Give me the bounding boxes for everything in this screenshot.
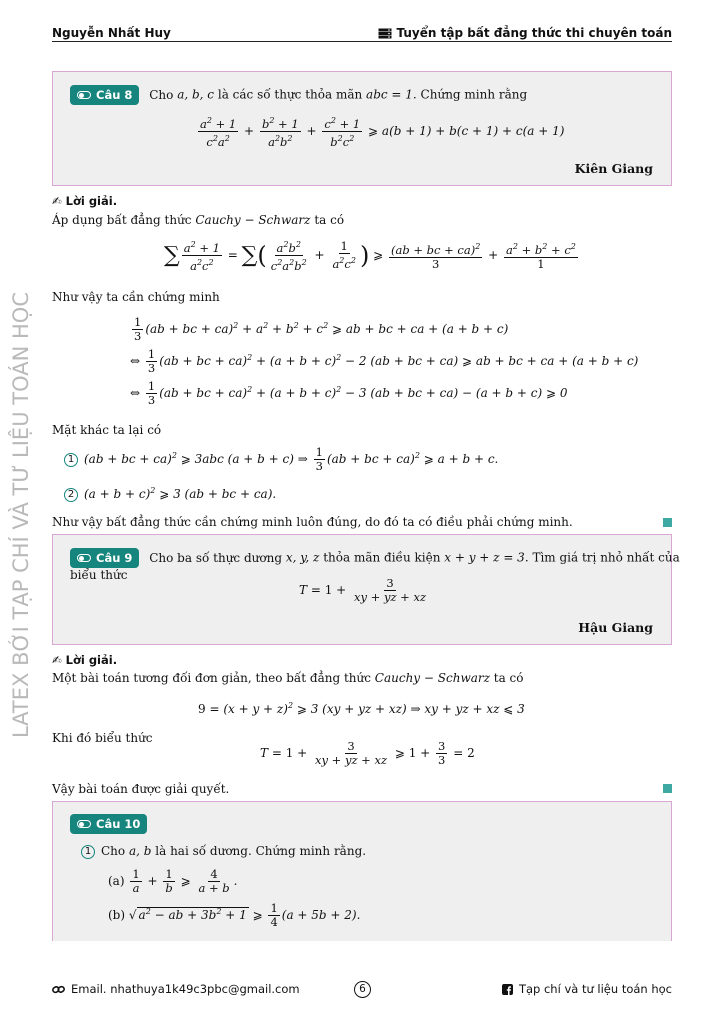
toggle-icon bbox=[77, 554, 91, 562]
q10-item1: 1 Cho a, b là hai số dương. Chứng minh rằng. bbox=[81, 843, 366, 859]
question-8-badge: Câu 8 bbox=[70, 85, 139, 105]
sol8-line2: Như vậy ta cần chứng minh bbox=[52, 290, 220, 304]
sol8-eq1: ∑ $\frac{a^2 + 1}{a^2c^2}$ = ∑( $\frac{a^2b^2}{c^2a^2b^2}$ + $\frac{1}{a^2c^2}$ ) ⩾ $\frac{(ab + bc + ca)^2}{3}$ + $\frac{a^2 + b^2 + c^2}{1}$ bbox=[164, 238, 576, 273]
sol8-step2: ⇔ $\frac{1}{3}$ (ab + bc + $ca)^2 + (a + b + c)^2 - 2$ (ab + bc + ca) ⩾ ab + bc + ca + (a + b + c) bbox=[130, 347, 639, 375]
solution-9-heading: ✍ Lời giải. bbox=[52, 653, 118, 667]
page-footer bbox=[52, 982, 672, 998]
sol9-line1: Một bài toán tương đối đơn giản, theo bất đẳng thức Cauchy − Schwarz ta có bbox=[52, 671, 524, 685]
sol8-step3: ⇔ $\frac{1}{3}$ (ab + bc + $ca)^2 + (a + b + c)^2 - 3$ (ab + bc + ca) − (a + b + c) ⩾ 0 bbox=[130, 379, 568, 407]
q9-cond: x + y + z = 3 bbox=[444, 550, 525, 565]
q8-text-mid: là các số thực thỏa mãn bbox=[217, 87, 363, 102]
q10-sub-b: (b) √ $a^2$ − ab + $3b^2 + 1$ ⩾ $\frac{1}{4}$ (a + 5b + 2). bbox=[108, 901, 361, 929]
qed-mark bbox=[663, 784, 672, 793]
sol9-eq1: $9 = (x + y + z)^2$ ⩾ 3 (xy + yz + xz) ⇒ xy + yz + xz ⩽ 3 bbox=[198, 701, 525, 716]
q8-text: Cho bbox=[149, 87, 174, 102]
question-9-badge: Câu 9 bbox=[70, 548, 139, 568]
q9-vars: x, y, z bbox=[285, 550, 320, 565]
book-title-text: Tuyển tập bất đẳng thức thi chuyên toán bbox=[396, 26, 672, 40]
sol9-eq2: T = 1 + $\frac{3}{xy + yz + xz}$ ⩾ 1 + $\frac{3}{3}$ = 2 bbox=[260, 739, 475, 767]
sol8-item2: 2 $(a + b + c)^2$ ⩾ 3 (ab + bc + ca). bbox=[64, 486, 276, 502]
toggle-icon bbox=[77, 820, 91, 828]
footer-email[interactable]: Email. nhathuya1k49c3pbc@gmail.com bbox=[52, 982, 300, 996]
question-9-box bbox=[52, 534, 680, 645]
book-title bbox=[378, 26, 672, 40]
toggle-icon bbox=[77, 91, 91, 99]
link-icon bbox=[52, 984, 65, 995]
footer-facebook[interactable]: Tạp chí và tư liệu toán học bbox=[502, 982, 672, 996]
sidebar-watermark-text: LATEX BỞI TẠP CHÍ VÀ TƯ LIỆU TOÁN HỌC bbox=[8, 292, 33, 738]
sol8-line1: Áp dụng bất đẳng thức Cauchy − Schwarz ta có bbox=[52, 213, 345, 227]
sol9-conclusion: Vậy bài toán được giải quyết. bbox=[52, 782, 230, 796]
q8-cond: abc = 1 bbox=[366, 87, 413, 102]
page-number: 6 bbox=[354, 981, 371, 998]
sol8-item1: 1 (ab + bc + ca)$^2$ ⩾ 3abc (a + b + c) ⇒ $\frac{1}{3}$ (ab + bc + ca)$^2$ ⩾ a + b + c. bbox=[64, 446, 498, 473]
sidebar-watermark bbox=[8, 290, 34, 740]
q8-region: Kiên Giang bbox=[574, 161, 653, 176]
q9-expression: T = 1 + $\frac{3}{xy + yz + xz}$ bbox=[299, 576, 427, 604]
sol9-line2: Khi đó biểu thức bbox=[52, 731, 153, 745]
question-8-box bbox=[52, 71, 672, 186]
q8-vars: a, b, c bbox=[177, 87, 215, 102]
q9-region: Hậu Giang bbox=[578, 620, 653, 635]
page-header bbox=[52, 26, 672, 42]
qed-mark bbox=[663, 518, 672, 527]
server-icon bbox=[378, 28, 392, 39]
q9-text-mid: thỏa mãn điều kiện bbox=[323, 550, 441, 565]
solution-8-heading: ✍ Lời giải. bbox=[52, 194, 118, 208]
q8-text-post: . Chứng minh rằng bbox=[412, 87, 528, 102]
q9-text-line2: biểu thức bbox=[70, 568, 128, 582]
q9-text: Cho ba số thực dương bbox=[149, 550, 283, 565]
q8-inequality: $\frac{a^2 + 1}{c^2a^2}$ + $\frac{b^2 + 1}{a^2b^2}$ + $\frac{c^2 + 1}{b^2c^2}$ ⩾ a(b + 1) + b(c + 1) + c(a + 1) bbox=[200, 116, 565, 149]
sol8-conclusion: Như vậy bất đẳng thức cần chứng minh luôn đúng, do đó ta có điều phải chứng minh. bbox=[52, 515, 573, 529]
q9-text-post: . Tìm giá trị nhỏ nhất của bbox=[524, 550, 680, 565]
question-10-box bbox=[52, 801, 672, 941]
question-10-badge: Câu 10 bbox=[70, 814, 147, 834]
q10-sub-a: (a) $\frac{1}{a}$ + $\frac{1}{b}$ ⩾ $\frac{4}{a + b}$ . bbox=[108, 867, 238, 895]
author-name: Nguyễn Nhất Huy bbox=[52, 26, 171, 40]
sol8-line3: Mặt khác ta lại có bbox=[52, 423, 162, 437]
sol8-step1: $\frac{1}{3}$ (ab + bc + $ca)^2 + a^2 + b^2 + c^2$ ⩾ ab + bc + ca + (a + b + c) bbox=[134, 315, 509, 343]
facebook-icon bbox=[502, 984, 513, 995]
